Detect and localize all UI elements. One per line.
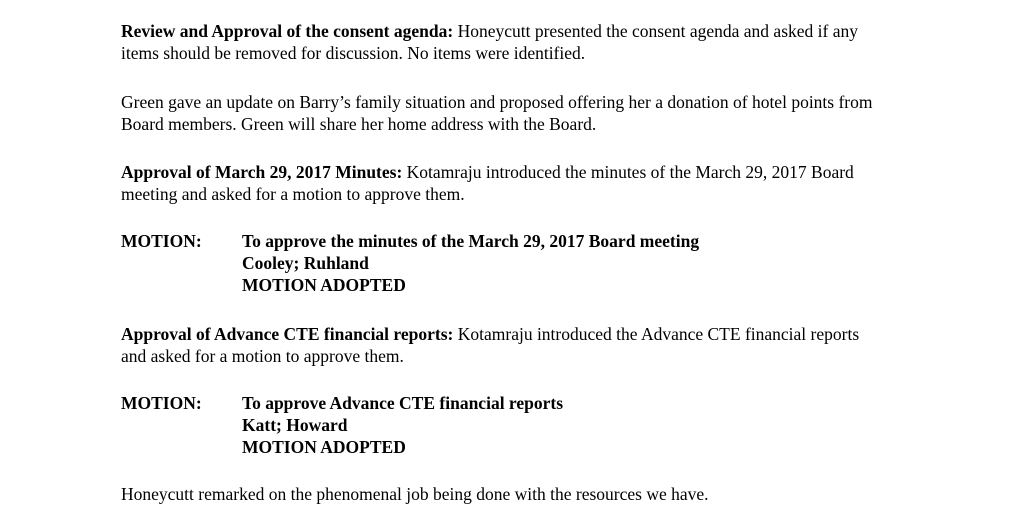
minutes-approval-heading: Approval of March 29, 2017 Minutes: [121, 162, 403, 182]
consent-agenda-paragraph [121, 20, 881, 64]
barry-update-text: Green gave an update on Barry’s family situation and proposed offering her a donation of hotel points from Board members. Green will share her home address with the Board. [121, 92, 873, 134]
consent-agenda-heading: Review and Approval of the consent agenda: [121, 21, 454, 41]
motion-result: MOTION ADOPTED [242, 275, 406, 295]
minutes-approval-paragraph [121, 161, 881, 205]
financial-reports-text: Kotamraju introduced the Advance CTE financial reports and asked for a motion to approve them. [121, 324, 860, 366]
minutes-approval-text: Kotamraju introduced the minutes of the March 29, 2017 Board meeting and asked for a motion to approve them. [121, 162, 854, 204]
motion-result: MOTION ADOPTED [242, 437, 406, 457]
barry-update-paragraph [121, 91, 881, 135]
motion-body [242, 230, 922, 296]
resources-remark-paragraph [121, 483, 901, 505]
motion-body [242, 392, 922, 458]
motion-movers: Cooley; Ruhland [242, 253, 369, 273]
financial-reports-paragraph [121, 323, 881, 367]
motion-label: MOTION: [121, 231, 202, 251]
motion-title: To approve the minutes of the March 29, 2017 Board meeting [242, 231, 700, 251]
consent-agenda-text: Honeycutt presented the consent agenda and asked if any items should be removed for discussion. No items were identified. [121, 21, 858, 63]
motion-movers: Katt; Howard [242, 415, 348, 435]
financial-reports-heading: Approval of Advance CTE financial reports: [121, 324, 454, 344]
resources-remark-text: Honeycutt remarked on the phenomenal job being done with the resources we have. [121, 484, 709, 504]
motion-label: MOTION: [121, 393, 202, 413]
motion-title: To approve Advance CTE financial reports [242, 393, 564, 413]
